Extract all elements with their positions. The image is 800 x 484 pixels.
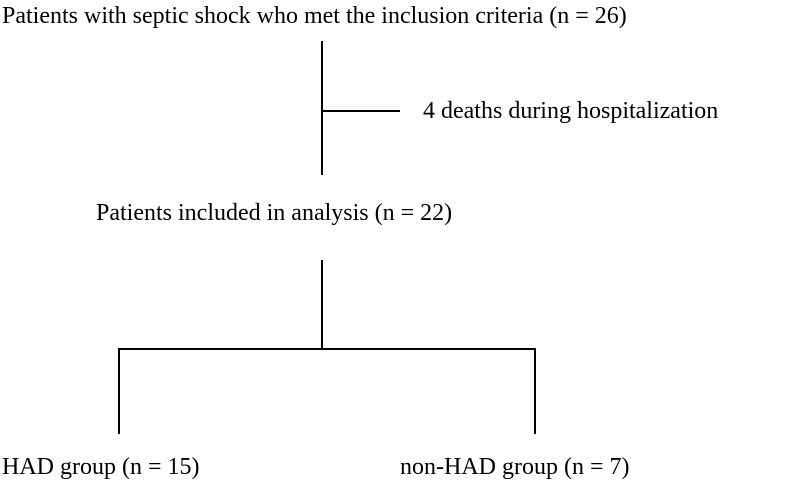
- analysis-box: Patients included in analysis (n = 22): [96, 200, 453, 226]
- non-had-group-box: non-HAD group (n = 7): [400, 454, 630, 480]
- exclusion-box: 4 deaths during hospitalization: [423, 98, 719, 124]
- inclusion-box: Patients with septic shock who met the inclusion criteria (n = 26): [2, 3, 627, 29]
- had-group-box: HAD group (n = 15): [2, 454, 200, 480]
